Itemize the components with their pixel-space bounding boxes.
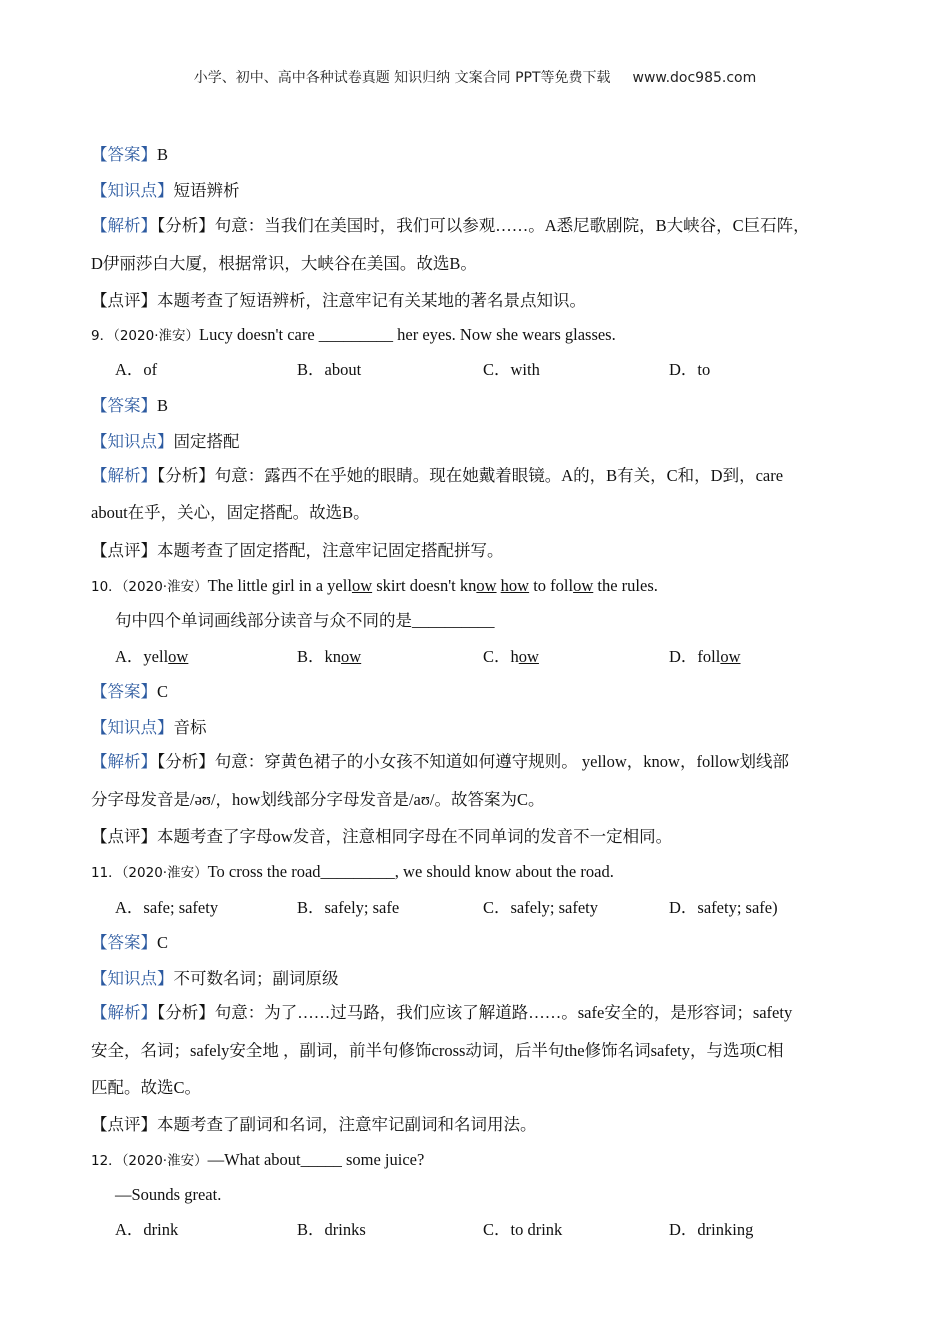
q9-stem xyxy=(91,324,616,347)
q9-comment-line xyxy=(91,540,504,562)
q9-option-d: D．to xyxy=(669,360,711,379)
q10-subquestion: 句中四个单词画线部分读音与众不同的是__________ xyxy=(115,611,495,630)
option-word: kn xyxy=(324,647,342,666)
q10-stem-part: The little girl in a yell xyxy=(207,576,352,595)
option-underline: ow xyxy=(720,647,741,666)
q10-underline: ow xyxy=(573,576,594,595)
page-header xyxy=(0,67,950,87)
q11-analysis-cont: 安全，名词；safely安全地 ，副词，前半句修饰cross动词，后半句the修饰名词safety，与选项C相 xyxy=(91,1041,784,1060)
q9-option-b: B．about xyxy=(297,360,362,379)
q9-stem-text: Lucy doesn't care _________ her eyes. Now she wears glasses. xyxy=(199,325,616,344)
q8-analysis-cont: D伊丽莎白大厦，根据常识，大峡谷在美国。故选B。 xyxy=(91,254,477,273)
q11-number: 11． xyxy=(91,865,122,881)
knowledge-label: 【知识点】 xyxy=(91,181,174,200)
q10-stem-part: to foll xyxy=(529,576,574,595)
option-label: C． xyxy=(483,647,511,666)
jiexi-label: 【解析】 xyxy=(91,1003,157,1022)
q9-analysis-line xyxy=(91,465,783,487)
header-site-link[interactable]: www.doc985.com xyxy=(632,70,757,86)
answer-label: 【答案】 xyxy=(91,933,157,952)
q10-stem-part: skirt doesn't kn xyxy=(372,576,477,595)
q11-knowledge-line xyxy=(91,968,339,990)
q10-underline: ow xyxy=(351,576,373,595)
q9-analysis-cont: about在乎，关心，固定搭配。故选B。 xyxy=(91,503,370,522)
q12-option-a: A．drink xyxy=(115,1220,179,1239)
fenxi-label: 【分析】 xyxy=(157,216,215,235)
q10-analysis: 句意：穿黄色裙子的小女孩不知道如何遵守规则。 yellow，know，follow划线部 xyxy=(214,752,790,771)
q9-knowledge-line xyxy=(91,431,240,453)
q10-underline: ow xyxy=(476,576,497,595)
q9-number: 9． xyxy=(91,328,114,344)
q11-comment: 本题考查了副词和名词，注意牢记副词和名词用法。 xyxy=(157,1115,537,1134)
q9-answer: B xyxy=(157,396,169,415)
q11-answer: C xyxy=(157,933,169,952)
q11-stem-text: To cross the road_________, we should know about the road. xyxy=(207,862,614,881)
jiexi-label: 【解析】 xyxy=(91,466,157,485)
q10-knowledge: 音标 xyxy=(173,718,207,737)
q12-option-d: D．drinking xyxy=(669,1220,754,1239)
option-label: A． xyxy=(115,647,144,666)
q9-comment: 本题考查了固定搭配，注意牢记固定搭配拼写。 xyxy=(157,541,504,560)
q8-comment-line xyxy=(91,290,586,312)
q12-option-b: B．drinks xyxy=(297,1220,366,1239)
q10-comment: 本题考查了字母ow发音，注意相同字母在不同单词的发音不一定相同。 xyxy=(157,827,673,846)
q8-analysis: 句意：当我们在美国时，我们可以参观……。A悉尼歌剧院，B大峡谷，C巨石阵， xyxy=(214,216,810,235)
q8-knowledge-line xyxy=(91,180,240,202)
option-label: D． xyxy=(669,647,698,666)
q9-knowledge: 固定搭配 xyxy=(173,432,240,451)
q8-comment: 本题考查了短语辨析，注意牢记有关某地的著名景点知识。 xyxy=(157,291,586,310)
q9-option-a: A．of xyxy=(115,360,158,379)
q12-source: （2020·淮安） xyxy=(121,1153,208,1169)
q9-source: （2020·淮安） xyxy=(113,328,199,344)
dianping-label: 【点评】 xyxy=(91,291,157,310)
dianping-label: 【点评】 xyxy=(91,827,157,846)
q11-option-a: A．safe; safety xyxy=(115,898,219,917)
fenxi-label: 【分析】 xyxy=(157,752,215,771)
q10-source: （2020·淮安） xyxy=(121,579,208,595)
q10-stem-part: the rules. xyxy=(593,576,658,595)
q11-answer-line xyxy=(91,932,168,954)
q12-reply: —Sounds great. xyxy=(115,1185,222,1204)
q12-stem-text: —What about_____ some juice? xyxy=(207,1150,425,1169)
q10-underline: how xyxy=(500,576,530,595)
option-underline: ow xyxy=(168,647,189,666)
knowledge-label: 【知识点】 xyxy=(91,969,174,988)
dianping-label: 【点评】 xyxy=(91,1115,157,1134)
q10-answer-line xyxy=(91,681,168,703)
q8-answer-line xyxy=(91,144,168,166)
q11-option-b: B．safely; safe xyxy=(297,898,400,917)
q10-number: 10． xyxy=(91,579,122,595)
option-label: B． xyxy=(297,647,325,666)
option-word: yell xyxy=(143,647,169,666)
q11-option-d: D．safety; safe) xyxy=(669,898,778,917)
q10-comment-line xyxy=(91,826,672,848)
knowledge-label: 【知识点】 xyxy=(91,432,174,451)
dianping-label: 【点评】 xyxy=(91,541,157,560)
knowledge-label: 【知识点】 xyxy=(91,718,174,737)
option-underline: ow xyxy=(341,647,362,666)
q12-option-c: C．to drink xyxy=(483,1220,563,1239)
q11-knowledge: 不可数名词；副词原级 xyxy=(173,969,339,988)
q11-stem xyxy=(91,861,614,884)
q9-analysis: 句意：露西不在乎她的眼睛。现在她戴着眼镜。A的，B有关，C和，D到，care xyxy=(214,466,784,485)
answer-label: 【答案】 xyxy=(91,396,157,415)
q11-analysis-cont: 匹配。故选C。 xyxy=(91,1078,202,1097)
q8-knowledge: 短语辨析 xyxy=(173,181,240,200)
option-word: h xyxy=(510,647,519,666)
q10-answer: C xyxy=(157,682,169,701)
q11-comment-line xyxy=(91,1114,537,1136)
q11-option-c: C．safely; safety xyxy=(483,898,599,917)
q10-knowledge-line xyxy=(91,717,207,739)
answer-label: 【答案】 xyxy=(91,682,157,701)
q10-option-d xyxy=(669,646,741,668)
q11-source: （2020·淮安） xyxy=(121,865,208,881)
answer-label: 【答案】 xyxy=(91,145,157,164)
q10-option-b xyxy=(297,646,361,668)
jiexi-label: 【解析】 xyxy=(91,752,157,771)
q11-analysis: 句意：为了……过马路，我们应该了解道路……。safe安全的，是形容词；safety xyxy=(214,1003,793,1022)
q8-answer: B xyxy=(157,145,169,164)
q10-option-a xyxy=(115,646,188,668)
fenxi-label: 【分析】 xyxy=(157,1003,215,1022)
fenxi-label: 【分析】 xyxy=(157,466,215,485)
q11-analysis-line xyxy=(91,1002,792,1024)
q10-analysis-cont: 分字母发音是/əʊ/，how划线部分字母发音是/aʊ/。故答案为C。 xyxy=(91,790,545,809)
q12-stem xyxy=(91,1149,424,1172)
q10-analysis-line xyxy=(91,751,789,773)
q9-answer-line xyxy=(91,395,168,417)
q12-number: 12． xyxy=(91,1153,122,1169)
jiexi-label: 【解析】 xyxy=(91,216,157,235)
q9-option-c: C．with xyxy=(483,360,540,379)
q10-stem xyxy=(91,575,658,598)
option-underline: ow xyxy=(518,647,539,666)
q8-analysis-line xyxy=(91,215,810,237)
q10-option-c xyxy=(483,646,539,668)
option-word: foll xyxy=(697,647,721,666)
header-text: 小学、初中、高中各种试卷真题 知识归纳 文案合同 PPT等免费下载 xyxy=(193,70,611,86)
